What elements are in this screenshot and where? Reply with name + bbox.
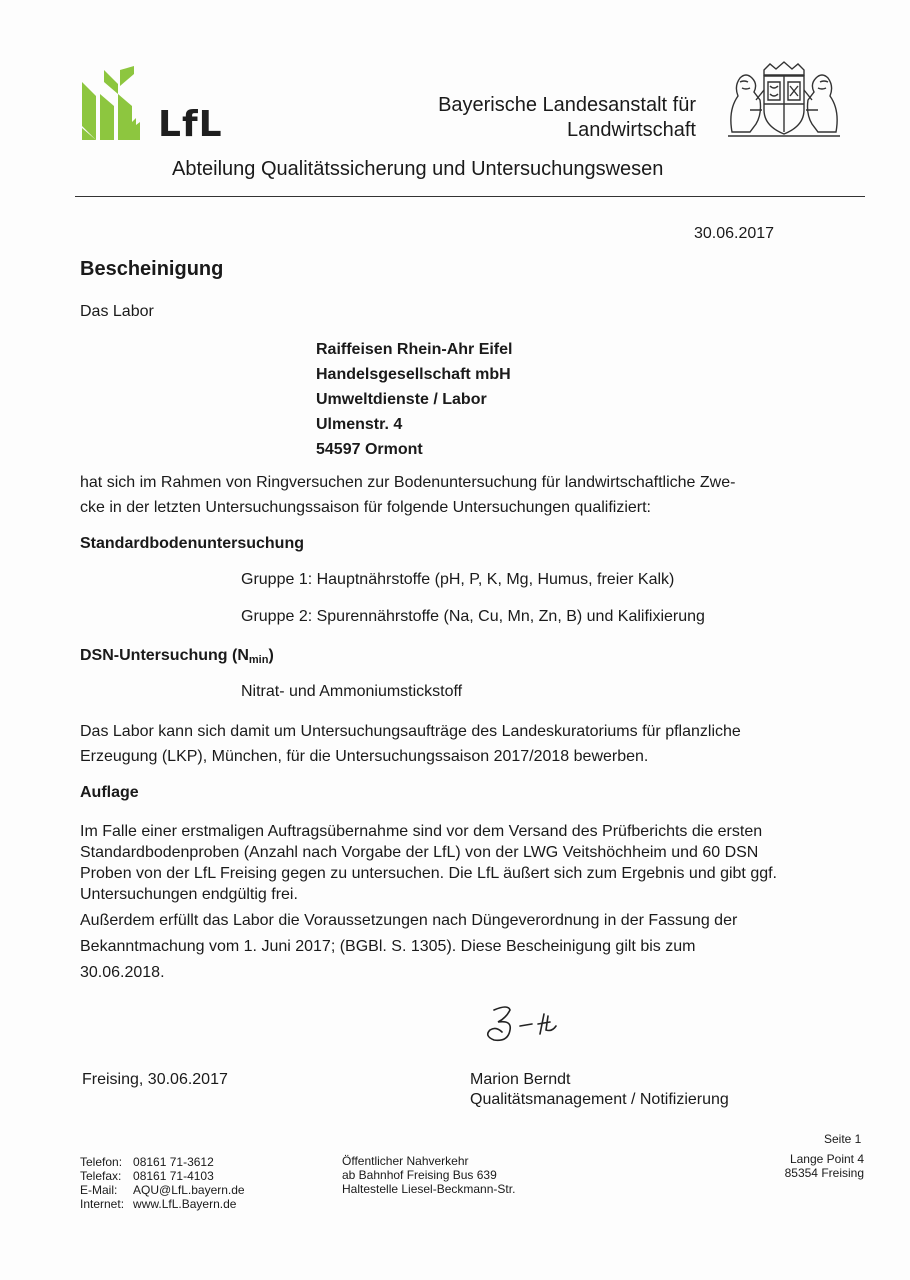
dsn-heading <box>80 647 274 666</box>
auflage-line: Standardbodenproben (Anzahl nach Vorgabe der LfL) von der LWG Veitshöchheim und 60 DSN <box>80 844 759 861</box>
labor-paragraph <box>80 719 800 769</box>
footer-contacts <box>80 1155 245 1211</box>
labor-line: Erzeugung (LKP), München, für die Untersuchungssaison 2017/2018 bewerben. <box>80 748 649 765</box>
transit-line: ab Bahnhof Freising Bus 639 <box>342 1168 497 1182</box>
contact-value[interactable]: www.LfL.Bayern.de <box>133 1197 237 1211</box>
standard-heading: Standardbodenuntersuchung <box>80 535 304 552</box>
logo-text: LfL <box>158 104 223 145</box>
place-date: Freising, 30.06.2017 <box>82 1071 228 1088</box>
contact-value[interactable]: AQU@LfL.bayern.de <box>133 1183 245 1197</box>
group1-item: Gruppe 1: Hauptnährstoffe (pH, P, K, Mg, Humus, freier Kalk) <box>241 571 675 588</box>
contact-label: Telefon: <box>80 1155 123 1169</box>
auflage-paragraph <box>80 821 820 905</box>
footer-transit <box>342 1154 515 1196</box>
dsn-item: Nitrat- und Ammoniumstickstoff <box>241 683 463 700</box>
institution-name-line2: Landwirtschaft <box>567 119 696 141</box>
group2-item: Gruppe 2: Spurennährstoffe (Na, Cu, Mn, Zn, B) und Kalifixierung <box>241 608 705 625</box>
footer-address-line: 85354 Freising <box>784 1166 864 1180</box>
header-divider <box>75 196 865 197</box>
ausserdem-line: Bekanntmachung vom 1. Juni 2017; (BGBl. S. 1305). Diese Bescheinigung gilt bis zum <box>80 938 696 955</box>
signer-name: Marion Berndt <box>470 1071 571 1088</box>
bavarian-crest-icon <box>720 60 848 140</box>
lab-address <box>316 337 512 462</box>
footer-address <box>760 1152 864 1180</box>
lab-address-line: Ulmenstr. 4 <box>316 416 403 433</box>
ausserdem-line: 30.06.2018. <box>80 964 165 981</box>
institution-name-line1: Bayerische Landesanstalt für <box>438 94 696 116</box>
transit-line: Haltestelle Liesel-Beckmann-Str. <box>342 1182 516 1196</box>
auflage-heading: Auflage <box>80 784 139 801</box>
auflage-line: Proben von der LfL Freising gegen zu untersuchen. Die LfL äußert sich zum Ergebnis und gibt ggf. <box>80 865 777 882</box>
intro-paragraph <box>80 470 780 520</box>
footer-address-line: Lange Point 4 <box>789 1152 864 1166</box>
contact-row <box>80 1197 245 1211</box>
dsn-heading-suffix: ) <box>268 647 274 664</box>
intro-line: hat sich im Rahmen von Ringversuchen zur Bodenuntersuchung für landwirtschaftliche Zwe- <box>80 474 736 491</box>
department-name: Abteilung Qualitätssicherung und Untersuchungswesen <box>172 158 664 180</box>
auflage-line: Untersuchungen endgültig frei. <box>80 886 298 903</box>
signer-block <box>470 1070 729 1110</box>
intro-line: cke in der letzten Untersuchungssaison für folgende Untersuchungen qualifiziert: <box>80 499 651 516</box>
signature-icon <box>480 1002 580 1047</box>
dsn-heading-subscript: min <box>248 654 269 666</box>
document-title: Bescheinigung <box>80 258 224 280</box>
contact-row <box>80 1169 245 1183</box>
signer-role: Qualitätsmanagement / Notifizierung <box>470 1091 729 1108</box>
dsn-heading-prefix: DSN-Untersuchung (N <box>80 647 249 664</box>
lab-address-line: Handelsgesellschaft mbH <box>316 366 511 383</box>
contact-row <box>80 1183 245 1197</box>
transit-line: Öffentlicher Nahverkehr <box>342 1154 469 1168</box>
document-date: 30.06.2017 <box>694 225 775 242</box>
contact-label: Telefax: <box>80 1169 122 1183</box>
lab-address-line: Raiffeisen Rhein-Ahr Eifel <box>316 341 513 358</box>
lab-address-line: Umweltdienste / Labor <box>316 391 487 408</box>
auflage-line: Im Falle einer erstmaligen Auftragsübernahme sind vor dem Versand des Prüfberichts die ersten <box>80 823 763 840</box>
ausserdem-paragraph <box>80 908 780 986</box>
page-number: Seite 1 <box>824 1132 862 1146</box>
lab-address-line: 54597 Ormont <box>316 441 423 458</box>
lead-text: Das Labor <box>80 303 154 320</box>
contact-label: E-Mail: <box>80 1183 118 1197</box>
contact-row <box>80 1155 245 1169</box>
contact-label: Internet: <box>80 1197 125 1211</box>
ausserdem-line: Außerdem erfüllt das Labor die Voraussetzungen nach Düngeverordnung in der Fassung der <box>80 912 738 929</box>
contact-value: 08161 71-3612 <box>133 1155 214 1169</box>
labor-line: Das Labor kann sich damit um Untersuchungsaufträge des Landeskuratoriums für pflanzliche <box>80 723 741 740</box>
contact-value: 08161 71-4103 <box>133 1169 214 1183</box>
